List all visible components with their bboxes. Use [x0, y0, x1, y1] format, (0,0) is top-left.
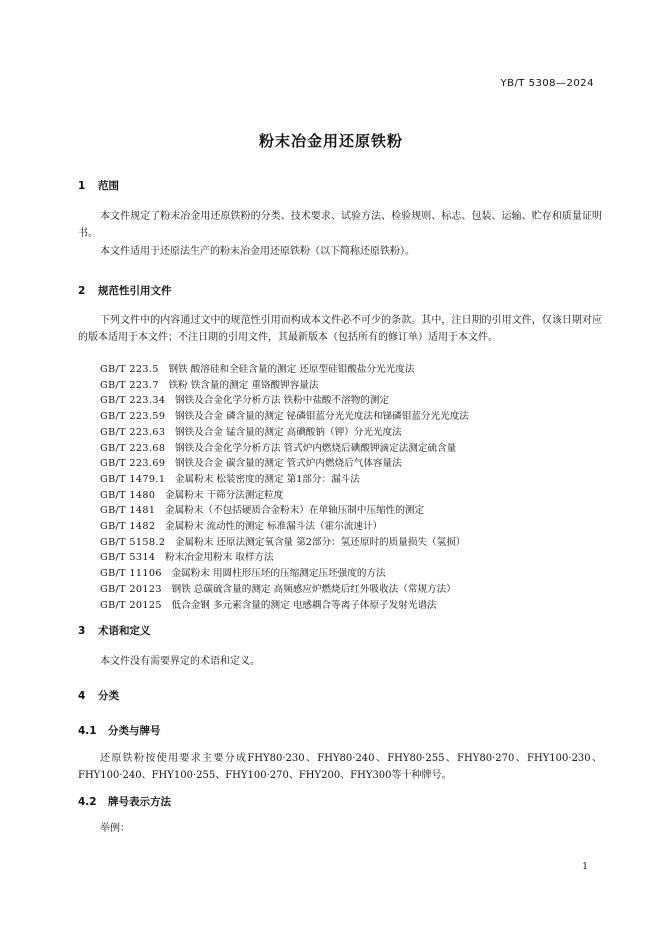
- scope-paragraph-1: 本文件规定了粉末冶金用还原铁粉的分类、技术要求、试验方法、检验规则、标志、包装、运输、贮存和质量证明书。: [78, 211, 602, 239]
- reference-item: [100, 362, 469, 378]
- reference-code: GB/T 223.63: [100, 426, 166, 438]
- reference-code: GB/T 223.7: [100, 379, 159, 391]
- reference-item: [100, 393, 469, 409]
- reference-code: GB/T 1481: [100, 505, 156, 517]
- section-title: 范围: [98, 180, 119, 192]
- section-number: 1: [78, 180, 86, 192]
- reference-item: [100, 519, 469, 535]
- reference-code: GB/T 20125: [100, 599, 162, 611]
- reference-code: GB/T 223.5: [100, 364, 159, 375]
- reference-title: 钢铁 总碳硫含量的测定 高频感应炉燃烧后红外吸收法（常规方法）: [171, 583, 456, 595]
- reference-title: 金属粉末 用圆柱形压坯的压缩测定压坯强度的方法: [171, 568, 386, 580]
- section-1-heading: [78, 178, 119, 193]
- section-title: 术语和定义: [98, 625, 151, 637]
- reference-code: GB/T 11106: [100, 568, 162, 580]
- standard-code: YB/T 5308—2024: [500, 78, 594, 89]
- reference-title: 金属粉末 还原法测定氧含量 第2部分：氢还原时的质量损失（氢损）: [174, 536, 466, 548]
- section-4-1-heading: [78, 723, 161, 738]
- reference-title: 铁粉 铁含量的测定 重铬酸钾容量法: [168, 379, 319, 391]
- reference-item: [100, 425, 469, 441]
- section-number: 4.1: [78, 725, 97, 737]
- section-number: 2: [78, 285, 86, 297]
- reference-item: [100, 535, 469, 551]
- reference-title: 钢铁 酸溶硅和全硅含量的测定 还原型硅钼酸盐分光光度法: [168, 364, 415, 375]
- reference-title: 钢铁及合金化学分析方法 铁粉中盐酸不溶物的测定: [174, 395, 390, 407]
- reference-item: [100, 472, 469, 488]
- reference-title: 金属粉末 干筛分法测定粒度: [165, 489, 284, 501]
- section-4-heading: [78, 688, 119, 703]
- reference-code: GB/T 5314: [100, 552, 156, 564]
- reference-code: GB/T 223.34: [100, 395, 166, 407]
- section-number: 4: [78, 690, 86, 702]
- reference-code: GB/T 20123: [100, 583, 162, 595]
- terms-paragraph: 本文件没有需要界定的术语和定义。: [100, 656, 260, 667]
- grade-paragraph: 还原铁粉按使用要求主要分成FHY80·230、FHY80·240、FHY80·255、FHY80·270、FHY100·230、FHY100·240、FHY100·255、FHY100·270、FHY200、FHY300等十种牌号。: [78, 753, 602, 781]
- reference-title: 金属粉末 松装密度的测定 第1部分：漏斗法: [174, 473, 360, 485]
- reference-item: [100, 441, 469, 457]
- reference-code: GB/T 1479.1: [100, 473, 166, 485]
- reference-code: GB/T 223.59: [100, 411, 166, 423]
- reference-title: 钢铁及合金 锰含量的测定 高碘酸钠（钾）分光光度法: [174, 426, 402, 438]
- section-title: 牌号表示方法: [108, 796, 171, 808]
- section-title: 分类: [98, 690, 119, 702]
- reference-item: [100, 409, 469, 425]
- section-4-2-heading: [78, 794, 171, 809]
- reference-item: [100, 503, 469, 519]
- reference-title: 粉末冶金用粉末 取样方法: [165, 552, 274, 564]
- reference-item: [100, 378, 469, 394]
- reference-title: 钢铁及合金 碳含量的测定 管式炉内燃烧后气体容量法: [174, 458, 402, 470]
- reference-item: [100, 488, 469, 504]
- section-3-heading: [78, 623, 151, 638]
- reference-title: 钢铁及合金化学分析方法 管式炉内燃烧后碘酸钾滴定法测定硫含量: [174, 442, 457, 454]
- section-title: 分类与牌号: [108, 725, 161, 737]
- example-label: 举例：: [100, 823, 130, 834]
- reference-code: GB/T 1482: [100, 521, 156, 533]
- reference-item: [100, 598, 469, 614]
- document-title: 粉末冶金用还原铁粉: [258, 132, 403, 150]
- reference-code: GB/T 5158.2: [100, 536, 166, 548]
- reference-item: [100, 566, 469, 582]
- section-title: 规范性引用文件: [98, 285, 172, 297]
- section-2-heading: [78, 283, 172, 298]
- reference-item: [100, 550, 469, 566]
- reference-title: 低合金钢 多元素含量的测定 电感耦合等离子体原子发射光谱法: [171, 599, 437, 611]
- section-number: 4.2: [78, 796, 97, 808]
- reference-code: GB/T 1480: [100, 489, 156, 501]
- reference-title: 金属粉末（不包括硬质合金粉末）在单轴压制中压缩性的测定: [165, 505, 425, 517]
- reference-title: 金属粉末 流动性的测定 标准漏斗法（霍尔流速计）: [165, 521, 383, 533]
- reference-code: GB/T 223.68: [100, 442, 166, 454]
- scope-paragraph-2: 本文件适用于还原法生产的粉末冶金用还原铁粉（以下简称还原铁粉）。: [100, 246, 415, 257]
- reference-title: 钢铁及合金 磷含量的测定 铋磷钼蓝分光光度法和锑磷钼蓝分光光度法: [174, 411, 469, 423]
- section-number: 3: [78, 625, 86, 637]
- reference-list: [100, 362, 469, 613]
- reference-item: [100, 582, 469, 598]
- reference-item: [100, 456, 469, 472]
- reference-code: GB/T 223.69: [100, 458, 166, 470]
- references-intro: 下列文件中的内容通过文中的规范性引用而构成本文件必不可少的条款。其中，注日期的引用文件，仅该日期对应的版本适用于本文件；不注日期的引用文件，其最新版本（包括所有的修订单）适用于本文件。: [78, 315, 602, 343]
- page-number: 1: [582, 862, 588, 872]
